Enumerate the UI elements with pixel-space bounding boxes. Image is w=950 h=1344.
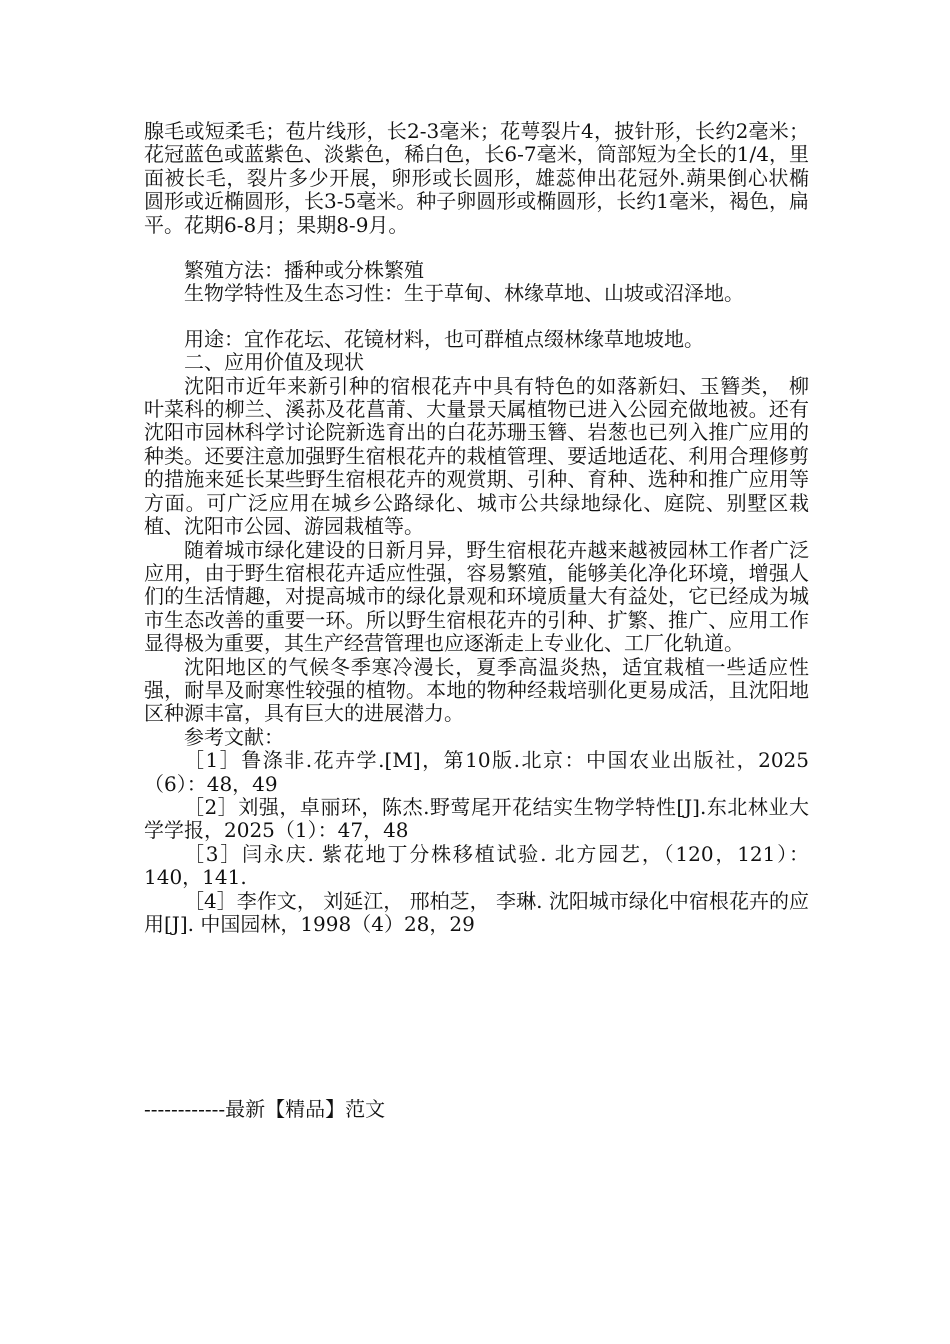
propagation-method: 繁殖方法：播种或分株繁殖 (184, 258, 424, 283)
climate-paragraph: 沈阳地区的气候冬季寒冷漫长，夏季高温炎热，适宜栽植一些适应性强，耐旱及耐寒性较强的植物。本地的物种经栽培驯化更易成活，且沈阳地区种源丰富，具有巨大的进展潜力。 (144, 654, 809, 726)
usage-paragraph: 用途：宜作花坛、花镜材料，也可群植点缀林缘草地坡地。 (184, 326, 704, 351)
paragraph-gap (144, 237, 809, 259)
reference-item: ［3］闫永庆. 紫花地丁分株移植试验. 北方园艺，（120，121）：140，141. (144, 841, 809, 890)
references-heading: 参考文献： (184, 724, 284, 749)
application-paragraph: 沈阳市近年来新引种的宿根花卉中具有特色的如落新妇、玉簪类， 柳叶菜科的柳兰、溪荪及花菖莆、大量景天属植物已进入公园充做地被。还有沈阳市园林科学讨论院新选育出的白花苏珊玉簪、岩葱也已列入推广应用的种类。还要注意加强野生宿根花卉的栽植管理、要适地适花、利用合理修剪的措施来延长某些野生宿根花卉的观赏期、引种、育种、选种和推广应用等方面。可广泛应用在城乡公路绿化、城市公共绿地绿化、庭院、别墅区栽植、沈阳市公园、游园栽植等。 (144, 373, 809, 539)
reference-item: ［2］刘强，卓丽环，陈杰.野莺尾开花结实生物学特性[J].东北林业大学学报，2025（1）：47，48 (144, 794, 809, 843)
document-body (144, 120, 809, 936)
paragraph-gap (144, 306, 809, 328)
reference-item: ［4］李作文， 刘延江， 邢柏芝， 李琳. 沈阳城市绿化中宿根花卉的应用[J]. 中国园林，1998（4）28，29 (144, 888, 809, 936)
footer-text: ------------最新【精品】范文 (144, 1097, 386, 1121)
description-paragraph: 腺毛或短柔毛；苞片线形，长2-3毫米；花萼裂片4，披针形，长约2毫米；花冠蓝色或蓝紫色、淡紫色，稀白色，长6-7毫米，筒部短为全长的1/4，里面被长毛，裂片多少开展，卵形或长圆形，雄蕊伸出花冠外.蒴果倒心状椭圆形或近椭圆形，长3-5毫米。种子卵圆形或椭圆形，长约1毫米，褐色，扁平。花期6-8月；果期8-9月。 (144, 119, 809, 237)
section-heading: 二、应用价值及现状 (184, 350, 364, 375)
reference-item: ［1］鲁涤非.花卉学.[M]，第10版.北京：中国农业出版社，2025（6）：48，49 (144, 748, 809, 796)
biological-traits: 生物学特性及生态习性：生于草甸、林缘草地、山坡或沼泽地。 (184, 281, 744, 306)
greening-paragraph: 随着城市绿化建设的日新月异，野生宿根花卉越来越被园林工作者广泛应用，由于野生宿根花卉适应性强，容易繁殖，能够美化净化环境，增强人们的生活情趣，对提高城市的绿化景观和环境质量大有益处，它已经成为城市生态改善的重要一环。所以野生宿根花卉的引种、扩繁、推广、应用工作显得极为重要，其生产经营管理也应逐渐走上专业化、工厂化轨道。 (144, 537, 809, 656)
